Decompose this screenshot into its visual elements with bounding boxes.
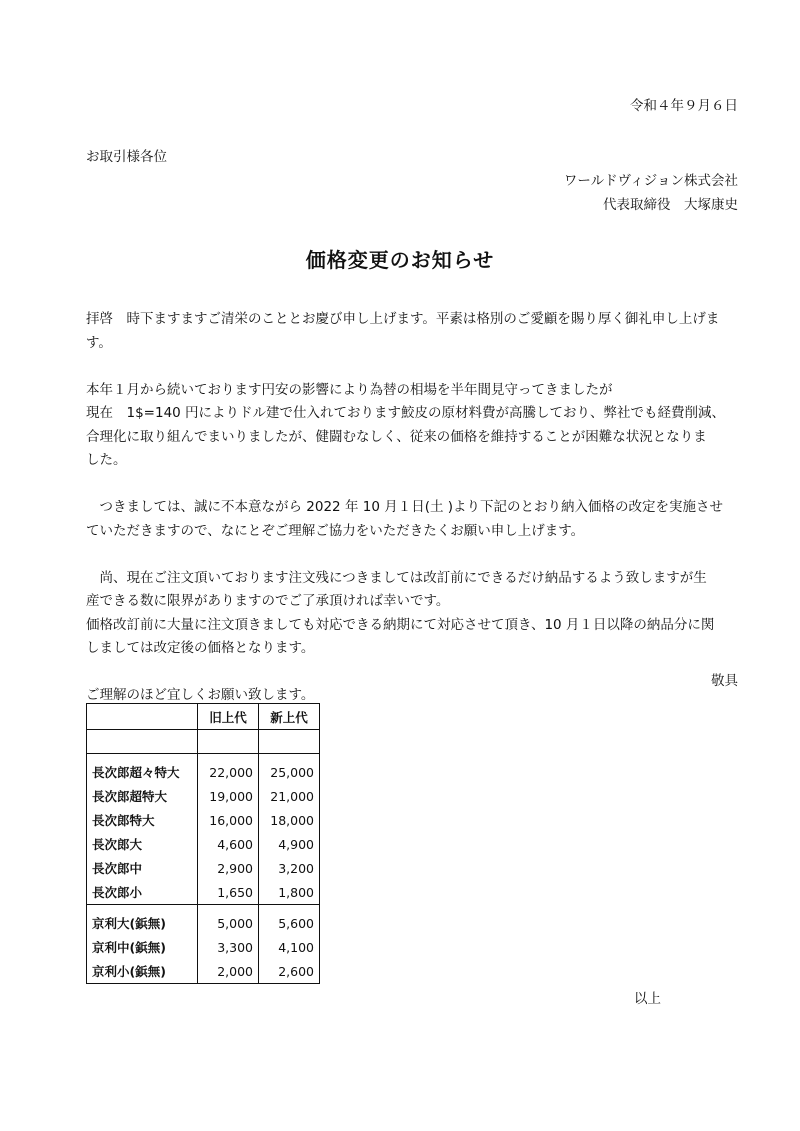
old-price-cell: 1,650 bbox=[198, 880, 259, 905]
body-line: 尚、現在ご注文頂いております注文残につきましては改訂前にできるだけ納品するよう致しますが生 bbox=[86, 569, 707, 586]
sender-company: ワールドヴィジョン株式会社 bbox=[563, 173, 738, 189]
price-row bbox=[87, 832, 320, 856]
body-paragraph bbox=[86, 379, 746, 473]
body-line: 本年１月から続いております円安の影響により為替の相場を半年間見守ってきましたが bbox=[86, 381, 613, 398]
item-name-cell: 長次郎中 bbox=[87, 856, 198, 880]
price-table-header bbox=[87, 704, 320, 730]
letter-body bbox=[86, 308, 746, 708]
item-name-cell: 長次郎小 bbox=[87, 880, 198, 905]
price-row bbox=[87, 880, 320, 905]
document-date: 令和４年９月６日 bbox=[630, 98, 738, 114]
price-row bbox=[87, 808, 320, 832]
item-name-cell: 長次郎超特大 bbox=[87, 784, 198, 808]
price-row bbox=[87, 905, 320, 936]
body-line: 産できる数に限界がありますのでご了承頂ければ幸いです。 bbox=[86, 593, 450, 609]
body-line: 合理化に取り組んでまいりましたが、健闘むなしく、従来の価格を維持することが困難な状況となりま bbox=[86, 428, 707, 445]
price-row bbox=[87, 754, 320, 785]
body-line: ていただきますので、なにとぞご理解ご協力をいただきたくお願い申し上げます。 bbox=[86, 522, 585, 539]
item-name-cell: 長次郎超々特大 bbox=[87, 754, 198, 785]
header-cell-item bbox=[87, 704, 198, 730]
new-price-cell: 3,200 bbox=[259, 856, 320, 880]
price-table-spacer-row bbox=[87, 730, 320, 754]
body-line: した。 bbox=[86, 452, 127, 468]
old-price-cell: 22,000 bbox=[198, 754, 259, 785]
price-row bbox=[87, 856, 320, 880]
item-name-cell: 京利小(鋲無) bbox=[87, 959, 198, 984]
body-paragraph bbox=[86, 567, 746, 661]
price-row bbox=[87, 935, 320, 959]
old-price-cell: 2,900 bbox=[198, 856, 259, 880]
new-price-cell: 2,600 bbox=[259, 959, 320, 984]
item-name-cell: 京利中(鋲無) bbox=[87, 935, 198, 959]
item-name-cell: 長次郎大 bbox=[87, 832, 198, 856]
old-price-cell: 5,000 bbox=[198, 905, 259, 936]
header-cell-old-price: 旧上代 bbox=[198, 704, 259, 730]
sender-person: 代表取締役 大塚康史 bbox=[603, 197, 738, 213]
new-price-cell: 18,000 bbox=[259, 808, 320, 832]
ending-word: 以上 bbox=[634, 991, 661, 1007]
price-row bbox=[87, 784, 320, 808]
price-group bbox=[87, 905, 320, 984]
header-cell-new-price: 新上代 bbox=[259, 704, 320, 730]
new-price-cell: 21,000 bbox=[259, 784, 320, 808]
body-paragraph bbox=[86, 308, 746, 355]
item-name-cell: 長次郎特大 bbox=[87, 808, 198, 832]
old-price-cell: 3,300 bbox=[198, 935, 259, 959]
body-line: つきましては、誠に不本意ながら 2022 年 10 月１日(土 )より下記のとおり納入価格の改定を実施させ bbox=[86, 499, 724, 515]
price-group bbox=[87, 754, 320, 905]
new-price-cell: 4,100 bbox=[259, 935, 320, 959]
body-line: ご理解のほど宜しくお願い致します。 bbox=[86, 687, 315, 703]
closing-word: 敬具 bbox=[711, 673, 738, 689]
new-price-cell: 4,900 bbox=[259, 832, 320, 856]
body-line: 価格改訂前に大量に注文頂きましても対応できる納期にて対応させて頂き、10 月１日以降の納品分に関 bbox=[86, 616, 715, 633]
price-table bbox=[86, 703, 320, 984]
body-line: す。 bbox=[86, 334, 112, 351]
old-price-cell: 16,000 bbox=[198, 808, 259, 832]
body-paragraph bbox=[86, 496, 746, 543]
document-title: 価格変更のお知らせ bbox=[305, 248, 495, 272]
old-price-cell: 2,000 bbox=[198, 959, 259, 984]
recipient: お取引様各位 bbox=[86, 149, 167, 165]
new-price-cell: 25,000 bbox=[259, 754, 320, 785]
body-line: しましては改定後の価格となります。 bbox=[86, 640, 315, 656]
item-name-cell: 京利大(鋲無) bbox=[87, 905, 198, 936]
old-price-cell: 19,000 bbox=[198, 784, 259, 808]
old-price-cell: 4,600 bbox=[198, 832, 259, 856]
price-row bbox=[87, 959, 320, 984]
body-line: 拝啓 時下ますますご清栄のこととお慶び申し上げます。平素は格別のご愛顧を賜り厚く御礼申し上げま bbox=[86, 311, 720, 327]
body-line: 現在 1$=140 円によりドル建で仕入れております鮫皮の原材料費が高騰しており、弊社でも経費削減、 bbox=[86, 405, 726, 421]
new-price-cell: 5,600 bbox=[259, 905, 320, 936]
new-price-cell: 1,800 bbox=[259, 880, 320, 905]
